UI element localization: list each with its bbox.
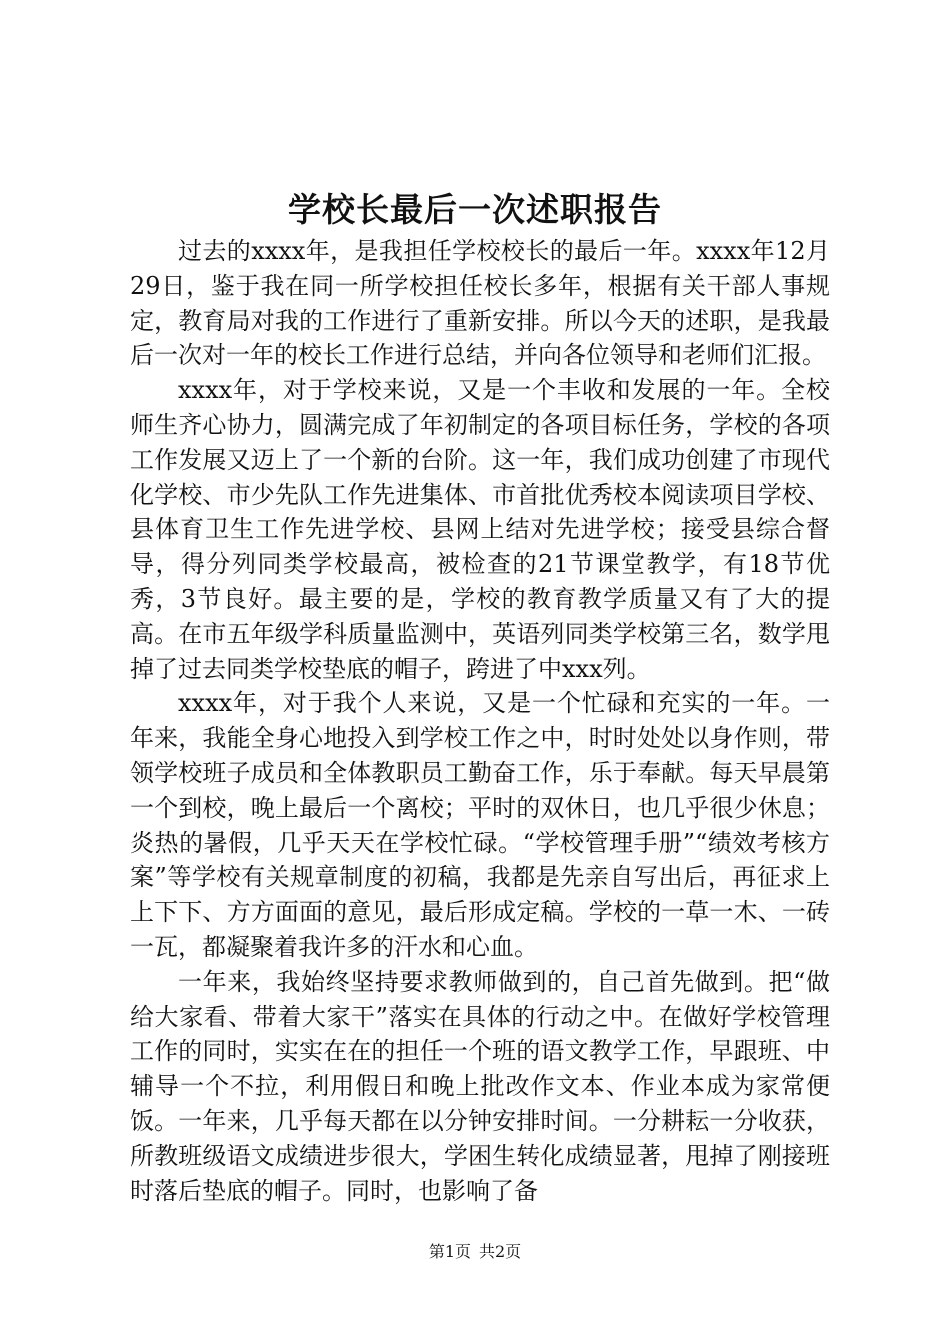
document-title: 学校长最后一次述职报告 xyxy=(288,190,662,229)
paragraph-2: xxxx年，对于学校来说，又是一个丰收和发展的一年。全校师生齐心协力，圆满完成了年初制定的各项目标任务，学校的各项工作发展又迈上了一个新的台阶。这一年，我们成功创建了市现代化学校、市少先队工作先进集体、市首批优秀校本阅读项目学校、县体育卫生工作先进学校、县网上结对先进学校；接受县综合督导，得分列同类学校最高，被检查的21节课堂教学，有18节优秀，3节良好。最主要的是，学校的教育教学质量又有了大的提高。在市五年级学科质量监测中，英语列同类学校第三名，数学甩掉了过去同类学校垫底的帽子，跨进了中xxx列。 xyxy=(130,376,830,683)
paragraph-3: xxxx年，对于我个人来说，又是一个忙碌和充实的一年。一年来，我能全身心地投入到学校工作之中，时时处处以身作则，带领学校班子成员和全体教职员工勤奋工作，乐于奉献。每天早晨第一个到校，晚上最后一个离校；平时的双休日，也几乎很少休息；炎热的暑假，几乎天天在学校忙碌。“学校管理手册”“绩效考核方案”等学校有关规章制度的初稿，我都是先亲自写出后，再征求上上下下、方方面面的意见，最后形成定稿。学校的一草一木、一砖一瓦，都凝聚着我许多的汗水和心血。 xyxy=(130,689,830,961)
page-number: 第1页 xyxy=(428,1242,471,1261)
page-total: 共2页 xyxy=(479,1242,522,1261)
document-body xyxy=(130,234,830,1208)
paragraph-4: 一年来，我始终坚持要求教师做到的，自己首先做到。把“做给大家看、带着大家干”落实在具体的行动之中。在做好学校管理工作的同时，实实在在的担任一个班的语文教学工作，早跟班、中辅导一个不拉，利用假日和晚上批改作文本、作业本成为家常便饭。一年来，几乎每天都在以分钟安排时间。一分耕耘一分收获，所教班级语文成绩进步很大，学困生转化成绩显著，甩掉了刚接班时落后垫底的帽子。同时，也影响了备 xyxy=(130,967,830,1205)
paragraph-1: 过去的xxxx年，是我担任学校校长的最后一年。xxxx年12月29日，鉴于我在同一所学校担任校长多年，根据有关干部人事规定，教育局对我的工作进行了重新安排。所以今天的述职，是我最后一次对一年的校长工作进行总结，并向各位领导和老师们汇报。 xyxy=(130,237,830,370)
page-footer xyxy=(0,1240,950,1264)
